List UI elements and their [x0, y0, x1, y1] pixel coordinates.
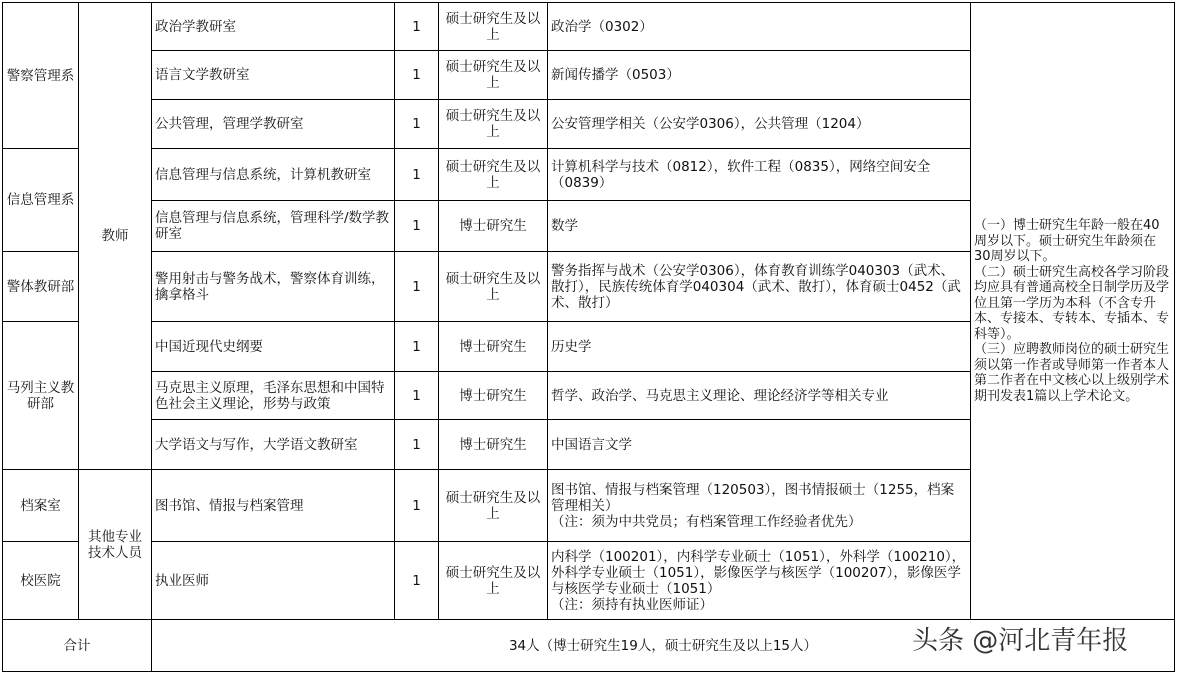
degree-cell: 博士研究生: [439, 322, 548, 372]
major-cell: 历史学: [548, 322, 971, 372]
count-cell: 1: [395, 420, 439, 470]
degree-cell: 博士研究生: [439, 201, 548, 252]
position-cell: 公共管理，管理学教研室: [152, 100, 395, 149]
category-cell: 其他专业技术人员: [79, 470, 152, 620]
count-cell: 1: [395, 542, 439, 620]
major-cell: 计算机科学与技术（0812），软件工程（0835），网络空间安全（0839）: [548, 149, 971, 201]
count-cell: 1: [395, 51, 439, 100]
count-cell: 1: [395, 149, 439, 201]
total-value: 34人（博士研究生19人，硕士研究生及以上15人）: [152, 620, 1175, 672]
dept-cell: 校医院: [3, 542, 79, 620]
major-cell: [548, 542, 971, 620]
position-cell: 信息管理与信息系统，管理科学/数学教研室: [152, 201, 395, 252]
major-cell: 新闻传播学（0503）: [548, 51, 971, 100]
position-cell: 马克思主义原理，毛泽东思想和中国特色社会主义理论，形势与政策: [152, 372, 395, 420]
major-cell: [548, 470, 971, 542]
position-cell: 图书馆、情报与档案管理: [152, 470, 395, 542]
degree-cell: 硕士研究生及以上: [439, 100, 548, 149]
requirement-3: （三）应聘教师岗位的硕士研究生须以第一作者或导师第一作者本人第二作者在中文核心以上级别学术期刊发表1篇以上学术论文。: [974, 342, 1170, 404]
dept-cell: 档案室: [3, 470, 79, 542]
degree-cell: 博士研究生: [439, 372, 548, 420]
dept-cell: 马列主义教研部: [3, 322, 79, 470]
dept-cell: 警体教研部: [3, 252, 79, 322]
count-cell: 1: [395, 3, 439, 51]
major-note: （注：须为中共党员；有档案管理工作经验者优先）: [551, 513, 862, 530]
major-cell: 警务指挥与战术（公安学0306），体育教育训练学040303（武术、散打），民族传统体育学040304（武术、散打），体育硕士0452（武术、散打）: [548, 252, 971, 322]
major-cell: 数学: [548, 201, 971, 252]
position-cell: 警用射击与警务战术，警察体育训练，擒拿格斗: [152, 252, 395, 322]
count-cell: 1: [395, 100, 439, 149]
degree-cell: 博士研究生: [439, 420, 548, 470]
position-cell: 语言文学教研室: [152, 51, 395, 100]
total-label: 合计: [3, 620, 152, 672]
dept-cell: 信息管理系: [3, 149, 79, 252]
dept-cell: 警察管理系: [3, 3, 79, 149]
position-cell: 中国近现代史纲要: [152, 322, 395, 372]
position-cell: 政治学教研室: [152, 3, 395, 51]
major-cell: 中国语言文学: [548, 420, 971, 470]
position-cell: 大学语文与写作，大学语文教研室: [152, 420, 395, 470]
requirements-cell: [971, 3, 1175, 620]
major-cell: 公安管理学相关（公安学0306），公共管理（1204）: [548, 100, 971, 149]
category-cell: 教师: [79, 3, 152, 470]
major-text: 内科学（100201），内科学专业硕士（1051），外科学（100210），外科学专业硕士（1051），影像医学与核医学（100207），影像医学与核医学专业硕士（1051）: [551, 548, 966, 597]
degree-cell: 硕士研究生及以上: [439, 3, 548, 51]
major-note: （注：须持有执业医师证）: [551, 596, 713, 613]
recruitment-table: [2, 2, 1175, 672]
count-cell: 1: [395, 322, 439, 372]
major-text: 图书馆、情报与档案管理（120503），图书情报硕士（1255，档案管理相关）: [551, 481, 955, 514]
degree-cell: 硕士研究生及以上: [439, 470, 548, 542]
requirement-2: （二）硕士研究生高校各学习阶段均应具有普通高校全日制学历及学位且第一学历为本科（不含专升本、专接本、专转本、专插本、专科等）。: [974, 264, 1170, 342]
major-cell: 政治学（0302）: [548, 3, 971, 51]
position-cell: 信息管理与信息系统，计算机教研室: [152, 149, 395, 201]
watermark: 头条 @河北青年报: [912, 626, 1129, 656]
count-cell: 1: [395, 470, 439, 542]
count-cell: 1: [395, 252, 439, 322]
degree-cell: 硕士研究生及以上: [439, 542, 548, 620]
degree-cell: 硕士研究生及以上: [439, 252, 548, 322]
count-cell: 1: [395, 201, 439, 252]
count-cell: 1: [395, 372, 439, 420]
table-row: [3, 3, 1175, 51]
major-cell: 哲学、政治学、马克思主义理论、理论经济学等相关专业: [548, 372, 971, 420]
degree-cell: 硕士研究生及以上: [439, 149, 548, 201]
position-cell: 执业医师: [152, 542, 395, 620]
requirement-1: （一）博士研究生年龄一般在40周岁以下。硕士研究生年龄须在30周岁以下。: [974, 218, 1160, 264]
degree-cell: 硕士研究生及以上: [439, 51, 548, 100]
